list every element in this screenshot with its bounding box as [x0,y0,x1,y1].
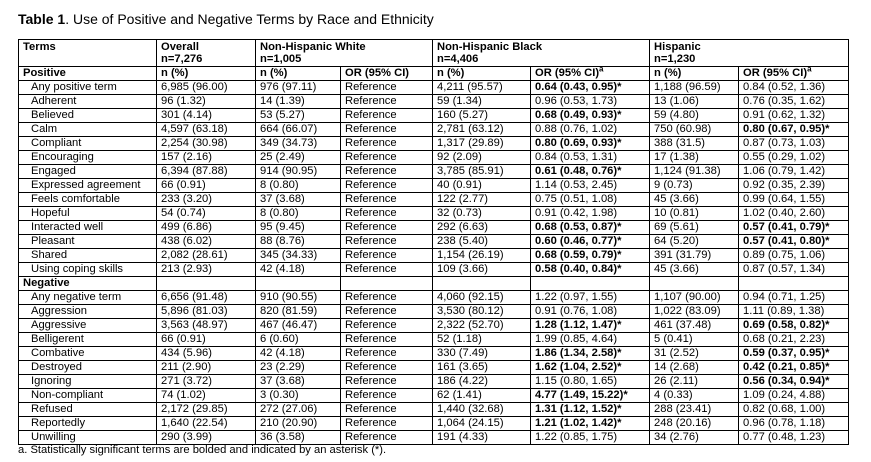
black-or-cell: 0.64 (0.43, 0.95)* [531,81,650,95]
table-caption [18,10,434,28]
hispanic-n-cell: 248 (20.16) [650,417,739,431]
table-row [19,347,849,361]
black-n-cell: 238 (5.40) [433,235,531,249]
white-n-cell: 3 (0.30) [256,389,341,403]
black-or-cell: 1.28 (1.12, 1.47)* [531,319,650,333]
black-n-cell: 2,781 (63.12) [433,123,531,137]
table-row [19,109,849,123]
table-row [19,235,849,249]
table-row [19,151,849,165]
term-cell: Unwilling [19,431,157,445]
subheader-black-n: n (%) [433,67,531,81]
white-n-cell: 664 (66.07) [256,123,341,137]
black-n-cell: 1,317 (29.89) [433,137,531,151]
white-n-cell: 37 (3.68) [256,193,341,207]
black-or-cell: 0.80 (0.69, 0.93)* [531,137,650,151]
black-n-cell: 92 (2.09) [433,151,531,165]
hispanic-or-cell: 0.42 (0.21, 0.85)* [739,361,849,375]
term-cell: Any positive term [19,81,157,95]
black-or-cell: 0.88 (0.76, 1.02) [531,123,650,137]
hispanic-or-cell: 0.56 (0.34, 0.94)* [739,375,849,389]
hispanic-or-cell: 0.80 (0.67, 0.95)* [739,123,849,137]
overall-cell: 211 (2.90) [157,361,256,375]
white-n-cell: 95 (9.45) [256,221,341,235]
empty-cell [256,277,341,291]
black-n-cell: 292 (6.63) [433,221,531,235]
term-cell: Feels comfortable [19,193,157,207]
black-n-cell: 4,060 (92.15) [433,291,531,305]
white-or-cell: Reference [341,221,433,235]
hispanic-or-cell: 0.69 (0.58, 0.82)* [739,319,849,333]
hispanic-n-cell: 26 (2.11) [650,375,739,389]
hispanic-or-cell: 0.57 (0.41, 0.80)* [739,235,849,249]
overall-cell: 1,640 (22.54) [157,417,256,431]
hispanic-or-cell: 0.92 (0.35, 2.39) [739,179,849,193]
white-n-cell: 36 (3.58) [256,431,341,445]
hispanic-n-cell: 1,022 (83.09) [650,305,739,319]
header-overall-label: Overall [161,41,199,53]
table-row [19,249,849,263]
overall-cell: 5,896 (81.03) [157,305,256,319]
hispanic-n-cell: 5 (0.41) [650,333,739,347]
white-n-cell: 88 (8.76) [256,235,341,249]
table-row [19,81,849,95]
white-n-cell: 42 (4.18) [256,347,341,361]
table-row [19,403,849,417]
white-n-cell: 345 (34.33) [256,249,341,263]
hispanic-n-cell: 750 (60.98) [650,123,739,137]
hispanic-n-cell: 69 (5.61) [650,221,739,235]
term-cell: Belligerent [19,333,157,347]
hispanic-n-cell: 59 (4.80) [650,109,739,123]
empty-cell [531,277,650,291]
overall-cell: 3,563 (48.97) [157,319,256,333]
overall-cell: 438 (6.02) [157,235,256,249]
black-n-cell: 52 (1.18) [433,333,531,347]
white-or-cell: Reference [341,249,433,263]
overall-cell: 233 (3.20) [157,193,256,207]
white-n-cell: 42 (4.18) [256,263,341,277]
black-n-cell: 3,785 (85.91) [433,165,531,179]
table-row [19,417,849,431]
overall-cell: 2,254 (30.98) [157,137,256,151]
header-hispanic-label: Hispanic [654,41,701,53]
white-or-cell: Reference [341,235,433,249]
white-or-cell: Reference [341,431,433,445]
table-row [19,291,849,305]
black-or-cell: 4.77 (1.49, 15.22)* [531,389,650,403]
overall-cell: 157 (2.16) [157,151,256,165]
white-n-cell: 8 (0.80) [256,179,341,193]
overall-cell: 434 (5.96) [157,347,256,361]
hispanic-or-cell: 1.02 (0.40, 2.60) [739,207,849,221]
white-or-cell: Reference [341,193,433,207]
hispanic-or-cell: 0.57 (0.41, 0.79)* [739,221,849,235]
hispanic-or-cell: 0.89 (0.75, 1.06) [739,249,849,263]
black-n-cell: 4,211 (95.57) [433,81,531,95]
hispanic-or-cell: 0.59 (0.37, 0.95)* [739,347,849,361]
black-or-cell: 1.86 (1.34, 2.58)* [531,347,650,361]
overall-cell: 213 (2.93) [157,263,256,277]
hispanic-n-cell: 4 (0.33) [650,389,739,403]
section-negative: Negative [19,277,157,291]
black-n-cell: 122 (2.77) [433,193,531,207]
black-n-cell: 161 (3.65) [433,361,531,375]
hispanic-or-cell: 0.99 (0.64, 1.55) [739,193,849,207]
black-n-cell: 62 (1.41) [433,389,531,403]
term-cell: Aggressive [19,319,157,333]
term-cell: Any negative term [19,291,157,305]
subheader-row [19,67,849,81]
overall-cell: 74 (1.02) [157,389,256,403]
section-row-negative [19,277,849,291]
term-cell: Refused [19,403,157,417]
black-or-cell: 0.61 (0.48, 0.76)* [531,165,650,179]
hispanic-or-cell: 1.11 (0.89, 1.38) [739,305,849,319]
white-or-cell: Reference [341,361,433,375]
white-n-cell: 23 (2.29) [256,361,341,375]
table-row [19,207,849,221]
white-n-cell: 53 (5.27) [256,109,341,123]
hispanic-n-cell: 45 (3.66) [650,263,739,277]
black-or-cell: 1.14 (0.53, 2.45) [531,179,650,193]
black-or-cell: 0.68 (0.53, 0.87)* [531,221,650,235]
table-row [19,179,849,193]
table-row [19,95,849,109]
header-white [256,40,433,67]
black-or-cell: 0.68 (0.59, 0.79)* [531,249,650,263]
black-n-cell: 109 (3.66) [433,263,531,277]
empty-cell [739,277,849,291]
black-n-cell: 160 (5.27) [433,109,531,123]
white-n-cell: 8 (0.80) [256,207,341,221]
header-hispanic-n: n=1,230 [654,53,696,65]
overall-cell: 66 (0.91) [157,179,256,193]
black-or-cell: 1.22 (0.97, 1.55) [531,291,650,305]
table-body [19,40,849,445]
table-row [19,305,849,319]
hispanic-n-cell: 64 (5.20) [650,235,739,249]
overall-cell: 6,394 (87.88) [157,165,256,179]
overall-cell: 2,082 (28.61) [157,249,256,263]
white-or-cell: Reference [341,123,433,137]
subheader-black-or-label: OR (95% CI) [535,67,600,79]
white-or-cell: Reference [341,179,433,193]
hispanic-n-cell: 1,107 (90.00) [650,291,739,305]
overall-cell: 271 (3.72) [157,375,256,389]
white-n-cell: 820 (81.59) [256,305,341,319]
white-or-cell: Reference [341,319,433,333]
header-black-label: Non-Hispanic Black [437,41,543,53]
black-n-cell: 32 (0.73) [433,207,531,221]
black-n-cell: 3,530 (80.12) [433,305,531,319]
table-row [19,137,849,151]
subheader-hispanic-n: n (%) [650,67,739,81]
white-or-cell: Reference [341,333,433,347]
term-cell: Expressed agreement [19,179,157,193]
data-table [18,39,849,445]
term-cell: Shared [19,249,157,263]
white-or-cell: Reference [341,305,433,319]
subheader-overall-n: n (%) [157,67,256,81]
black-or-cell: 0.91 (0.42, 1.98) [531,207,650,221]
term-cell: Believed [19,109,157,123]
white-n-cell: 37 (3.68) [256,375,341,389]
black-n-cell: 1,154 (26.19) [433,249,531,263]
black-or-cell: 0.58 (0.40, 0.84)* [531,263,650,277]
white-n-cell: 910 (90.55) [256,291,341,305]
header-white-n: n=1,005 [260,53,302,65]
black-or-cell: 0.75 (0.51, 1.08) [531,193,650,207]
white-n-cell: 210 (20.90) [256,417,341,431]
header-overall-n: n=7,276 [161,53,203,65]
hispanic-or-cell: 0.82 (0.68, 1.00) [739,403,849,417]
empty-cell [341,277,433,291]
empty-cell [157,277,256,291]
table-caption-label: Table 1 [18,11,66,27]
white-or-cell: Reference [341,165,433,179]
white-or-cell: Reference [341,263,433,277]
black-n-cell: 191 (4.33) [433,431,531,445]
hispanic-or-cell: 0.96 (0.78, 1.18) [739,417,849,431]
term-cell: Reportedly [19,417,157,431]
black-n-cell: 330 (7.49) [433,347,531,361]
section-positive: Positive [19,67,157,81]
overall-cell: 6,985 (96.00) [157,81,256,95]
white-or-cell: Reference [341,291,433,305]
hispanic-n-cell: 34 (2.76) [650,431,739,445]
white-or-cell: Reference [341,375,433,389]
white-n-cell: 25 (2.49) [256,151,341,165]
header-black [433,40,650,67]
hispanic-n-cell: 17 (1.38) [650,151,739,165]
hispanic-or-cell: 0.76 (0.35, 1.62) [739,95,849,109]
black-n-cell: 186 (4.22) [433,375,531,389]
term-cell: Destroyed [19,361,157,375]
hispanic-n-cell: 14 (2.68) [650,361,739,375]
hispanic-n-cell: 1,124 (91.38) [650,165,739,179]
hispanic-n-cell: 31 (2.52) [650,347,739,361]
white-n-cell: 914 (90.95) [256,165,341,179]
black-or-cell: 1.31 (1.12, 1.52)* [531,403,650,417]
overall-cell: 6,656 (91.48) [157,291,256,305]
black-n-cell: 59 (1.34) [433,95,531,109]
table-row [19,389,849,403]
table-row [19,319,849,333]
white-n-cell: 467 (46.47) [256,319,341,333]
subheader-hispanic-or-sup: a [807,66,812,74]
term-cell: Combative [19,347,157,361]
hispanic-or-cell: 0.87 (0.73, 1.03) [739,137,849,151]
hispanic-or-cell: 0.91 (0.62, 1.32) [739,109,849,123]
white-or-cell: Reference [341,151,433,165]
hispanic-or-cell: 1.09 (0.24, 4.88) [739,389,849,403]
hispanic-or-cell: 0.77 (0.48, 1.23) [739,431,849,445]
table-row [19,193,849,207]
white-or-cell: Reference [341,137,433,151]
hispanic-or-cell: 0.68 (0.21, 2.23) [739,333,849,347]
hispanic-or-cell: 0.55 (0.29, 1.02) [739,151,849,165]
white-n-cell: 6 (0.60) [256,333,341,347]
table-row [19,375,849,389]
hispanic-n-cell: 388 (31.5) [650,137,739,151]
white-n-cell: 14 (1.39) [256,95,341,109]
overall-cell: 54 (0.74) [157,207,256,221]
term-cell: Using coping skills [19,263,157,277]
table-caption-text: . Use of Positive and Negative Terms by Race and Ethnicity [65,11,434,27]
term-cell: Engaged [19,165,157,179]
hispanic-n-cell: 391 (31.79) [650,249,739,263]
term-cell: Interacted well [19,221,157,235]
white-or-cell: Reference [341,207,433,221]
black-or-cell: 1.62 (1.04, 2.52)* [531,361,650,375]
white-or-cell: Reference [341,403,433,417]
black-or-cell: 0.84 (0.53, 1.31) [531,151,650,165]
header-row [19,40,849,67]
empty-cell [433,277,531,291]
white-or-cell: Reference [341,389,433,403]
hispanic-n-cell: 1,188 (96.59) [650,81,739,95]
overall-cell: 301 (4.14) [157,109,256,123]
header-black-n: n=4,406 [437,53,479,65]
subheader-black-or-sup: a [599,66,604,74]
black-or-cell: 1.99 (0.85, 4.64) [531,333,650,347]
table-row [19,361,849,375]
subheader-hispanic-or [739,67,849,81]
white-n-cell: 349 (34.73) [256,137,341,151]
white-n-cell: 272 (27.06) [256,403,341,417]
black-or-cell: 1.21 (1.02, 1.42)* [531,417,650,431]
hispanic-or-cell: 0.94 (0.71, 1.25) [739,291,849,305]
black-or-cell: 0.91 (0.76, 1.08) [531,305,650,319]
table-footnote: a. Statistically significant terms are bolded and indicated by an asterisk (*). [18,444,387,456]
header-white-label: Non-Hispanic White [260,41,366,53]
header-hispanic [650,40,849,67]
table-row [19,165,849,179]
overall-cell: 499 (6.86) [157,221,256,235]
overall-cell: 290 (3.99) [157,431,256,445]
black-n-cell: 1,440 (32.68) [433,403,531,417]
black-or-cell: 1.15 (0.80, 1.65) [531,375,650,389]
hispanic-n-cell: 288 (23.41) [650,403,739,417]
empty-cell [650,277,739,291]
hispanic-or-cell: 0.84 (0.52, 1.36) [739,81,849,95]
subheader-hispanic-or-label: OR (95% CI) [743,67,808,79]
black-n-cell: 40 (0.91) [433,179,531,193]
hispanic-n-cell: 461 (37.48) [650,319,739,333]
term-cell: Ignoring [19,375,157,389]
overall-cell: 66 (0.91) [157,333,256,347]
subheader-white-n: n (%) [256,67,341,81]
hispanic-n-cell: 9 (0.73) [650,179,739,193]
overall-cell: 4,597 (63.18) [157,123,256,137]
hispanic-n-cell: 13 (1.06) [650,95,739,109]
black-or-cell: 0.96 (0.53, 1.73) [531,95,650,109]
white-or-cell: Reference [341,109,433,123]
header-terms: Terms [19,40,157,67]
white-or-cell: Reference [341,95,433,109]
table-row [19,123,849,137]
white-or-cell: Reference [341,347,433,361]
subheader-white-or: OR (95% CI) [341,67,433,81]
term-cell: Compliant [19,137,157,151]
table-row [19,333,849,347]
table-row [19,263,849,277]
black-or-cell: 0.60 (0.46, 0.77)* [531,235,650,249]
hispanic-n-cell: 10 (0.81) [650,207,739,221]
term-cell: Calm [19,123,157,137]
black-n-cell: 1,064 (24.15) [433,417,531,431]
overall-cell: 2,172 (29.85) [157,403,256,417]
hispanic-or-cell: 0.87 (0.57, 1.34) [739,263,849,277]
black-or-cell: 1.22 (0.85, 1.75) [531,431,650,445]
term-cell: Adherent [19,95,157,109]
white-or-cell: Reference [341,417,433,431]
subheader-black-or [531,67,650,81]
table-row [19,221,849,235]
hispanic-or-cell: 1.06 (0.79, 1.42) [739,165,849,179]
term-cell: Aggression [19,305,157,319]
term-cell: Non-compliant [19,389,157,403]
header-overall [157,40,256,67]
term-cell: Pleasant [19,235,157,249]
white-n-cell: 976 (97.11) [256,81,341,95]
black-or-cell: 0.68 (0.49, 0.93)* [531,109,650,123]
term-cell: Hopeful [19,207,157,221]
overall-cell: 96 (1.32) [157,95,256,109]
white-or-cell: Reference [341,81,433,95]
hispanic-n-cell: 45 (3.66) [650,193,739,207]
black-n-cell: 2,322 (52.70) [433,319,531,333]
term-cell: Encouraging [19,151,157,165]
